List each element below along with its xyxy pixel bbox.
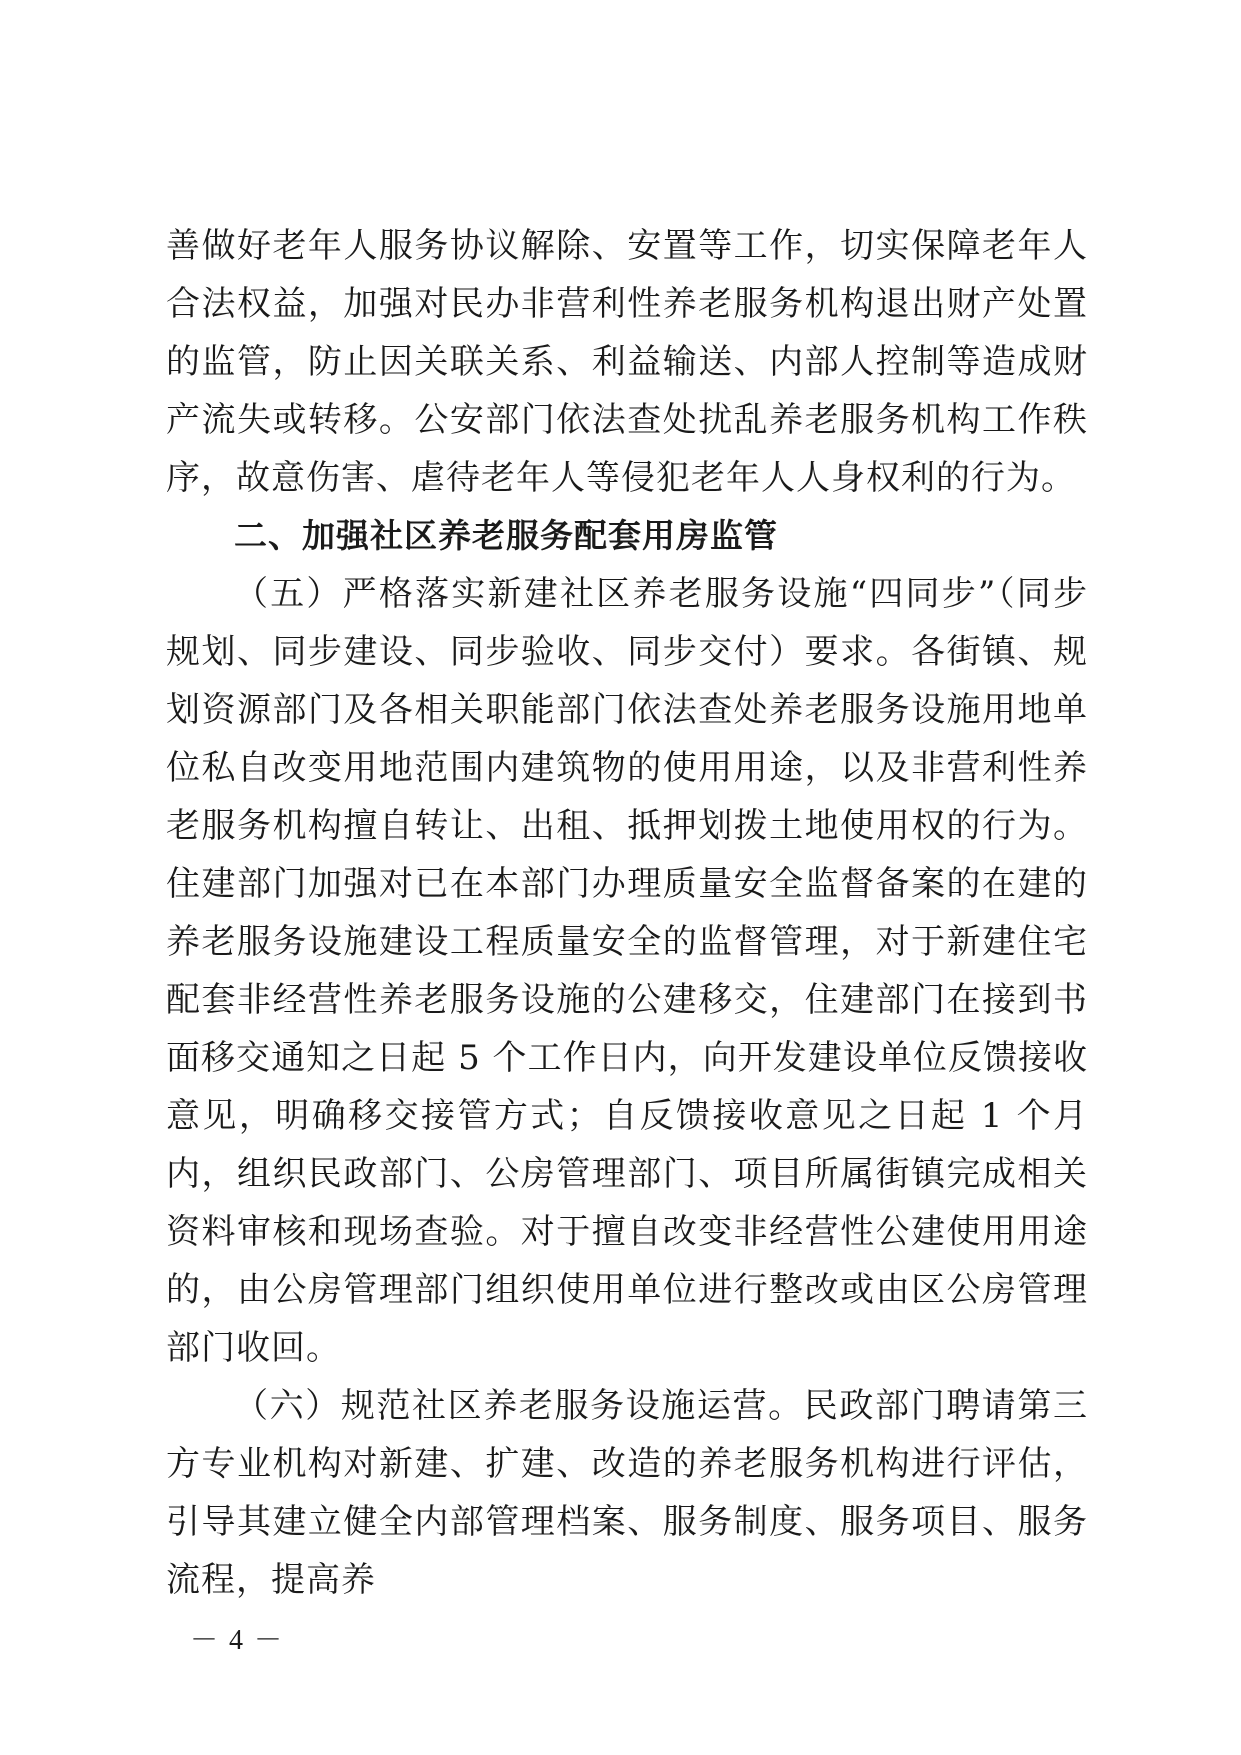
body-text xyxy=(166,217,1088,1609)
section-heading: 二、加强社区养老服务配套用房监管 xyxy=(234,516,778,555)
page-number: － 4 － xyxy=(190,1625,285,1656)
paragraph-item-6: （六）规范社区养老服务设施运营。民政部门聘请第三方专业机构对新建、扩建、改造的养老服务机构进行评估，引导其建立健全内部管理档案、服务制度、服务项目、服务流程，提高养 xyxy=(166,1386,1088,1600)
paragraph-continuation: 善做好老年人服务协议解除、安置等工作，切实保障老年人合法权益，加强对民办非营利性养老服务机构退出财产处置的监管，防止因关联关系、利益输送、内部人控制等造成财产流失或转移。公安部门依法查处扰乱养老服务机构工作秩序，故意伤害、虐待老年人等侵犯老年人人身权利的行为。 xyxy=(166,226,1088,498)
paragraph-item-5: （五）严格落实新建社区养老服务设施“四同步”（同步规划、同步建设、同步验收、同步交付）要求。各街镇、规划资源部门及各相关职能部门依法查处养老服务设施用地单位私自改变用地范围内建筑物的使用用途，以及非营利性养老服务机构擅自转让、出租、抵押划拨土地使用权的行为。住建部门加强对已在本部门办理质量安全监督备案的在建的养老服务设施建设工程质量安全的监督管理，对于新建住宅配套非经营性养老服务设施的公建移交，住建部门在接到书面移交通知之日起 5 个工作日内，向开发建设单位反馈接收意见，明确移交接管方式；自反馈接收意见之日起 1 个月内，组织民政部门、公房管理部门、项目所属街镇完成相关资料审核和现场查验。对于擅自改变非经营性公建使用用途的，由公房管理部门组织使用单位进行整改或由区公房管理部门收回。 xyxy=(166,574,1088,1368)
